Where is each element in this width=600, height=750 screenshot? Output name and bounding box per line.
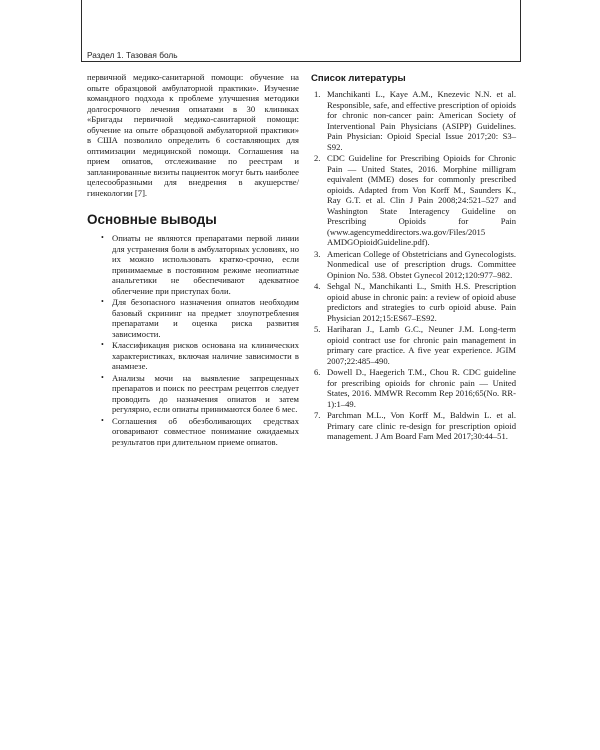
- conclusion-item: • Опиаты не являются препаратами первой линии для устранения боли в амбулаторных условиях, но их можно использовать кратко-срочно, если принимаемые в постоянном режиме неопиатные анальгетики не обеспечивают адекватное облегчение при приступах боли.: [101, 233, 299, 296]
- bullet-icon: •: [101, 372, 104, 382]
- bullet-icon: •: [101, 340, 104, 349]
- conclusion-item: • Анализы мочи на выявление запрещенных препаратов и поиск по реестрам рецептов следует проводить до назначения опиатов и затем регулярно, если опиаты принимаются более 6 мес.: [101, 372, 299, 414]
- right-column: [311, 72, 516, 443]
- intro-paragraph: первичной медико-санитарной помощи: обучение на опыте образцовой амбулаторной практики». Изучение командного подхода к проблеме улучшения методики долгосрочного лечения опиатами в 30 клиниках «Бригады первичной медико-санитарной помощи: обучение на опыте образцовой амбулаторной практики» в США позволило определить 6 составляющих для оптимизации медицинской помощи. Соглашения на прием опиатов, отслеживание по реестрам и запланированные визиты пациенток могут быть наиболее целесообразными для внедрения в акушерстве/гинекологии [7].: [87, 72, 299, 198]
- conclusion-item: • Соглашения об обезболивающих средствах оговаривают совместное понимание ожидаемых результатов при длительном приеме опиатов.: [101, 415, 299, 447]
- conclusions-list: [87, 233, 299, 447]
- reference-item: 1. Manchikanti L., Kaye A.M., Knezevic N.N. et al. Responsible, safe, and effective prescription of opioids for chronic non-cancer pain: American Society of Interventional Pain Physicians (ASIPP) Guidelines. Pain Physician: Opioid Special Issue 2017;20: S3–S92.: [314, 89, 516, 152]
- reference-item: 5. Hariharan J., Lamb G.C., Neuner J.M. Long-term opioid contract use for chronic pain management in primary care practice. A five year experience. JGIM 2007;22:485–490.: [314, 324, 516, 366]
- reference-item: 4. Sehgal N., Manchikanti L., Smith H.S. Prescription opioid abuse in chronic pain: a review of opioid abuse predictors and strategies to curb opioid abuse. Pain Physician 2012;15:ES67–ES92.: [314, 281, 516, 323]
- reference-item: 2. CDC Guideline for Prescribing Opioids for Chronic Pain — United States, 2016. Morphine milligram equivalent (MME) doses for commonly prescribed opioids. Adapted from Von Korff M., Saunders K., Ray G.T. et al. Clin J Pain 2008;24:521–527 and Washington State Interagency Guideline on Prescribing Opioids for Pain (www.agencymeddirectors.wa.gov/Files/2015 AMDGOpioidGuideline.pdf).: [314, 153, 516, 247]
- running-head: Раздел 1. Тазовая боль: [87, 50, 178, 60]
- conclusion-item: • Классификация рисков основана на клинических характеристиках, включая наличие зависимости в анамнезе.: [101, 340, 299, 371]
- left-column: [87, 72, 299, 448]
- reference-item: 6. Dowell D., Haegerich T.M., Chou R. CDC guideline for prescribing opioids for chronic pain — United States, 2016. MMWR Recomm Rep 2016;65(No. RR-1):1–49.: [314, 367, 516, 409]
- conclusion-item: • Для безопасного назначения опиатов необходим базовый скрининг на предмет злоупотребления препаратами и оценка риска развития зависимости.: [101, 297, 299, 339]
- bullet-icon: •: [101, 297, 104, 306]
- references-heading: Список литературы: [311, 73, 406, 84]
- conclusions-heading: Основные выводы: [87, 212, 217, 227]
- reference-item: 3. American College of Obstetricians and Gynecologists. Nonmedical use of prescription drugs. Committee Opinion No. 538. Obstet Gynecol 2012;120:977–982.: [314, 248, 516, 280]
- bullet-icon: •: [101, 415, 104, 425]
- references-list: [311, 89, 516, 442]
- reference-item: 7. Parchman M.L., Von Korff M., Baldwin L. et al. Primary care clinic re-design for prescription opioid management. J Am Board Fam Med 2017;30:44–51.: [314, 410, 516, 441]
- bullet-icon: •: [101, 233, 104, 242]
